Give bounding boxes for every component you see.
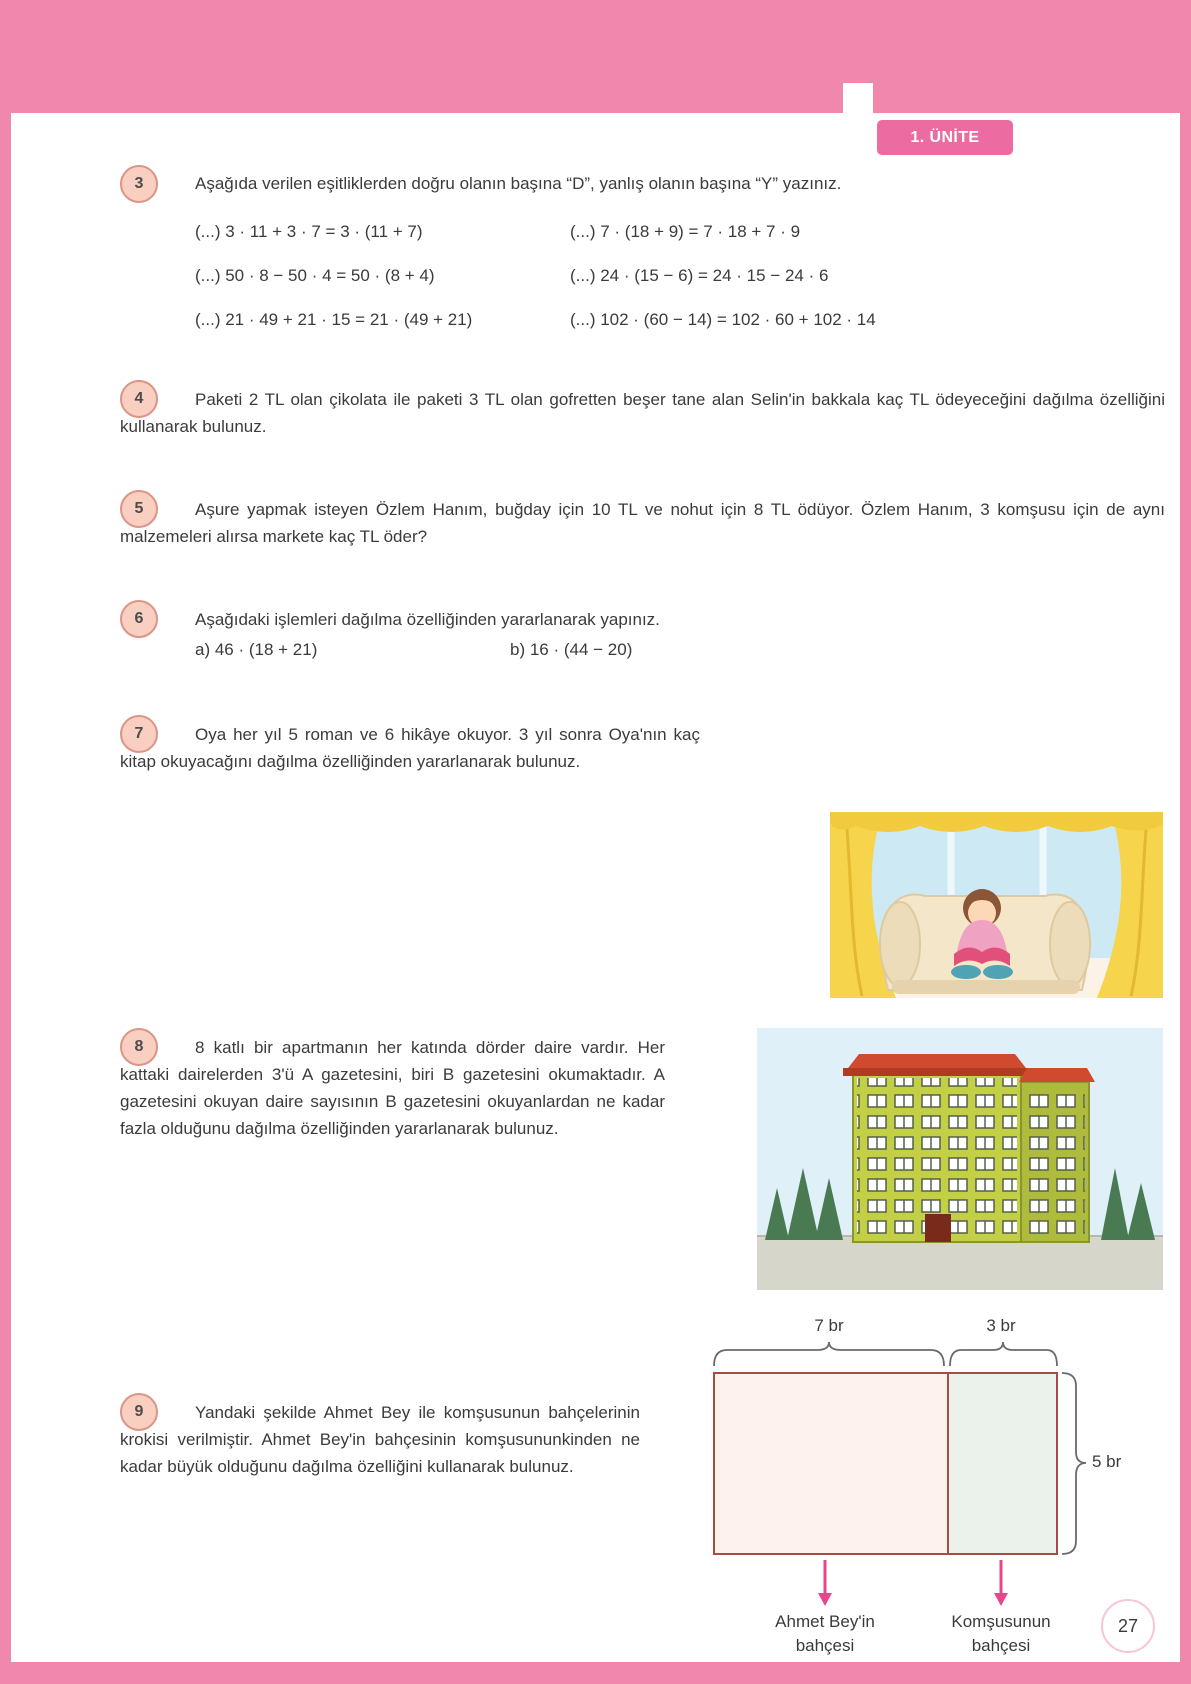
arrow-neighbor-garden bbox=[991, 1560, 1011, 1606]
exercise-5-number: 5 bbox=[120, 490, 158, 528]
exercise-9-number: 9 bbox=[120, 1393, 158, 1431]
exercise-4-text: Paketi 2 TL olan çikolata ile paketi 3 TL olan gofretten beşer tane alan Selin'in bakkala kaç TL ödeyeceğini dağılma özelliğini kullanarak bulunuz. bbox=[120, 390, 1165, 436]
exercise-8-text: 8 katlı bir apartmanın her katında dörder daire vardır. Her kattaki dairelerden 3'ü A gazetesini, biri B gazetesini okumaktadır. A gazetesini okuyan daire sayısının B gazetesini okuyanlardan ne kadar fazla olduğunu dağılma özelliğinden yararlanarak bulunuz. bbox=[120, 1038, 665, 1138]
exercise-6-number: 6 bbox=[120, 600, 158, 638]
label-7br: 7 br bbox=[814, 1316, 844, 1335]
garden-rect-neighbor bbox=[947, 1374, 1056, 1553]
garden-diagram bbox=[713, 1372, 1058, 1555]
header-notch bbox=[843, 83, 873, 113]
garden-rect-ahmet bbox=[715, 1374, 947, 1553]
page-number: 27 bbox=[1101, 1599, 1155, 1653]
exercise-8-number: 8 bbox=[120, 1028, 158, 1066]
exercise-7-number: 7 bbox=[120, 715, 158, 753]
arrow-ahmet-garden bbox=[815, 1560, 835, 1606]
apartment-scene bbox=[757, 1028, 1163, 1290]
equation-3-right-2: (...) 24 · (15 − 6) = 24 · 15 − 24 · 6 bbox=[570, 266, 829, 285]
reading-girl-scene bbox=[830, 812, 1163, 998]
apartment-building-illustration bbox=[757, 1028, 1163, 1290]
exercise-6-instruction: Aşağıdaki işlemleri dağılma özelliğinden yararlanarak yapınız. bbox=[195, 610, 660, 629]
page-border-top bbox=[0, 0, 1191, 113]
equation-3-right-3: (...) 102 · (60 − 14) = 102 · 60 + 102 · 14 bbox=[570, 310, 876, 329]
exercise-7-text: Oya her yıl 5 roman ve 6 hikâye okuyor. 3 yıl sonra Oya'nın kaç kitap okuyacağını dağılma özelliğinden yararlanarak bulunuz. bbox=[120, 725, 700, 771]
exercise-6-item-b: b) 16 · (44 − 20) bbox=[510, 640, 633, 659]
label-5br: 5 br bbox=[1092, 1452, 1122, 1471]
exercise-9-text: Yandaki şekilde Ahmet Bey ile komşusunun bahçelerinin krokisi verilmiştir. Ahmet Bey'in bahçesinin komşusununkinden ne kadar büyük olduğunu dağılma özelliğini kullanarak bulunuz. bbox=[120, 1403, 640, 1476]
reading-girl-illustration bbox=[830, 812, 1163, 998]
page-border-right bbox=[1180, 113, 1191, 1662]
page-border-bottom bbox=[0, 1662, 1191, 1684]
exercise-4-number: 4 bbox=[120, 380, 158, 418]
page-border-left bbox=[0, 113, 11, 1662]
exercise-3-number: 3 bbox=[120, 165, 158, 203]
brace-5br bbox=[1060, 1372, 1088, 1555]
exercise-6-item-a: a) 46 · (18 + 21) bbox=[195, 640, 318, 659]
exercise-3-instruction: Aşağıda verilen eşitliklerden doğru olanın başına “D”, yanlış olanın başına “Y” yazınız. bbox=[195, 174, 842, 193]
equation-3-left-2: (...) 50 · 8 − 50 · 4 = 50 · (8 + 4) bbox=[195, 266, 435, 285]
label-ahmet-garden: Ahmet Bey'in bahçesi bbox=[775, 1612, 875, 1655]
label-neighbor-garden: Komşusunun bahçesi bbox=[951, 1612, 1051, 1655]
equation-3-right-1: (...) 7 · (18 + 9) = 7 · 18 + 7 · 9 bbox=[570, 222, 801, 241]
exercise-5-text: Aşure yapmak isteyen Özlem Hanım, buğday için 10 TL ve nohut için 8 TL ödüyor. Özlem Hanım, 3 komşusu için de aynı malzemeleri alırsa markete kaç TL öder? bbox=[120, 500, 1165, 546]
equation-3-left-1: (...) 3 · 11 + 3 · 7 = 3 · (11 + 7) bbox=[195, 222, 423, 241]
unit-badge: 1. ÜNİTE bbox=[877, 120, 1013, 155]
label-3br: 3 br bbox=[986, 1316, 1016, 1335]
brace-7br-3br bbox=[713, 1340, 1058, 1368]
equation-3-left-3: (...) 21 · 49 + 21 · 15 = 21 · (49 + 21) bbox=[195, 310, 473, 329]
